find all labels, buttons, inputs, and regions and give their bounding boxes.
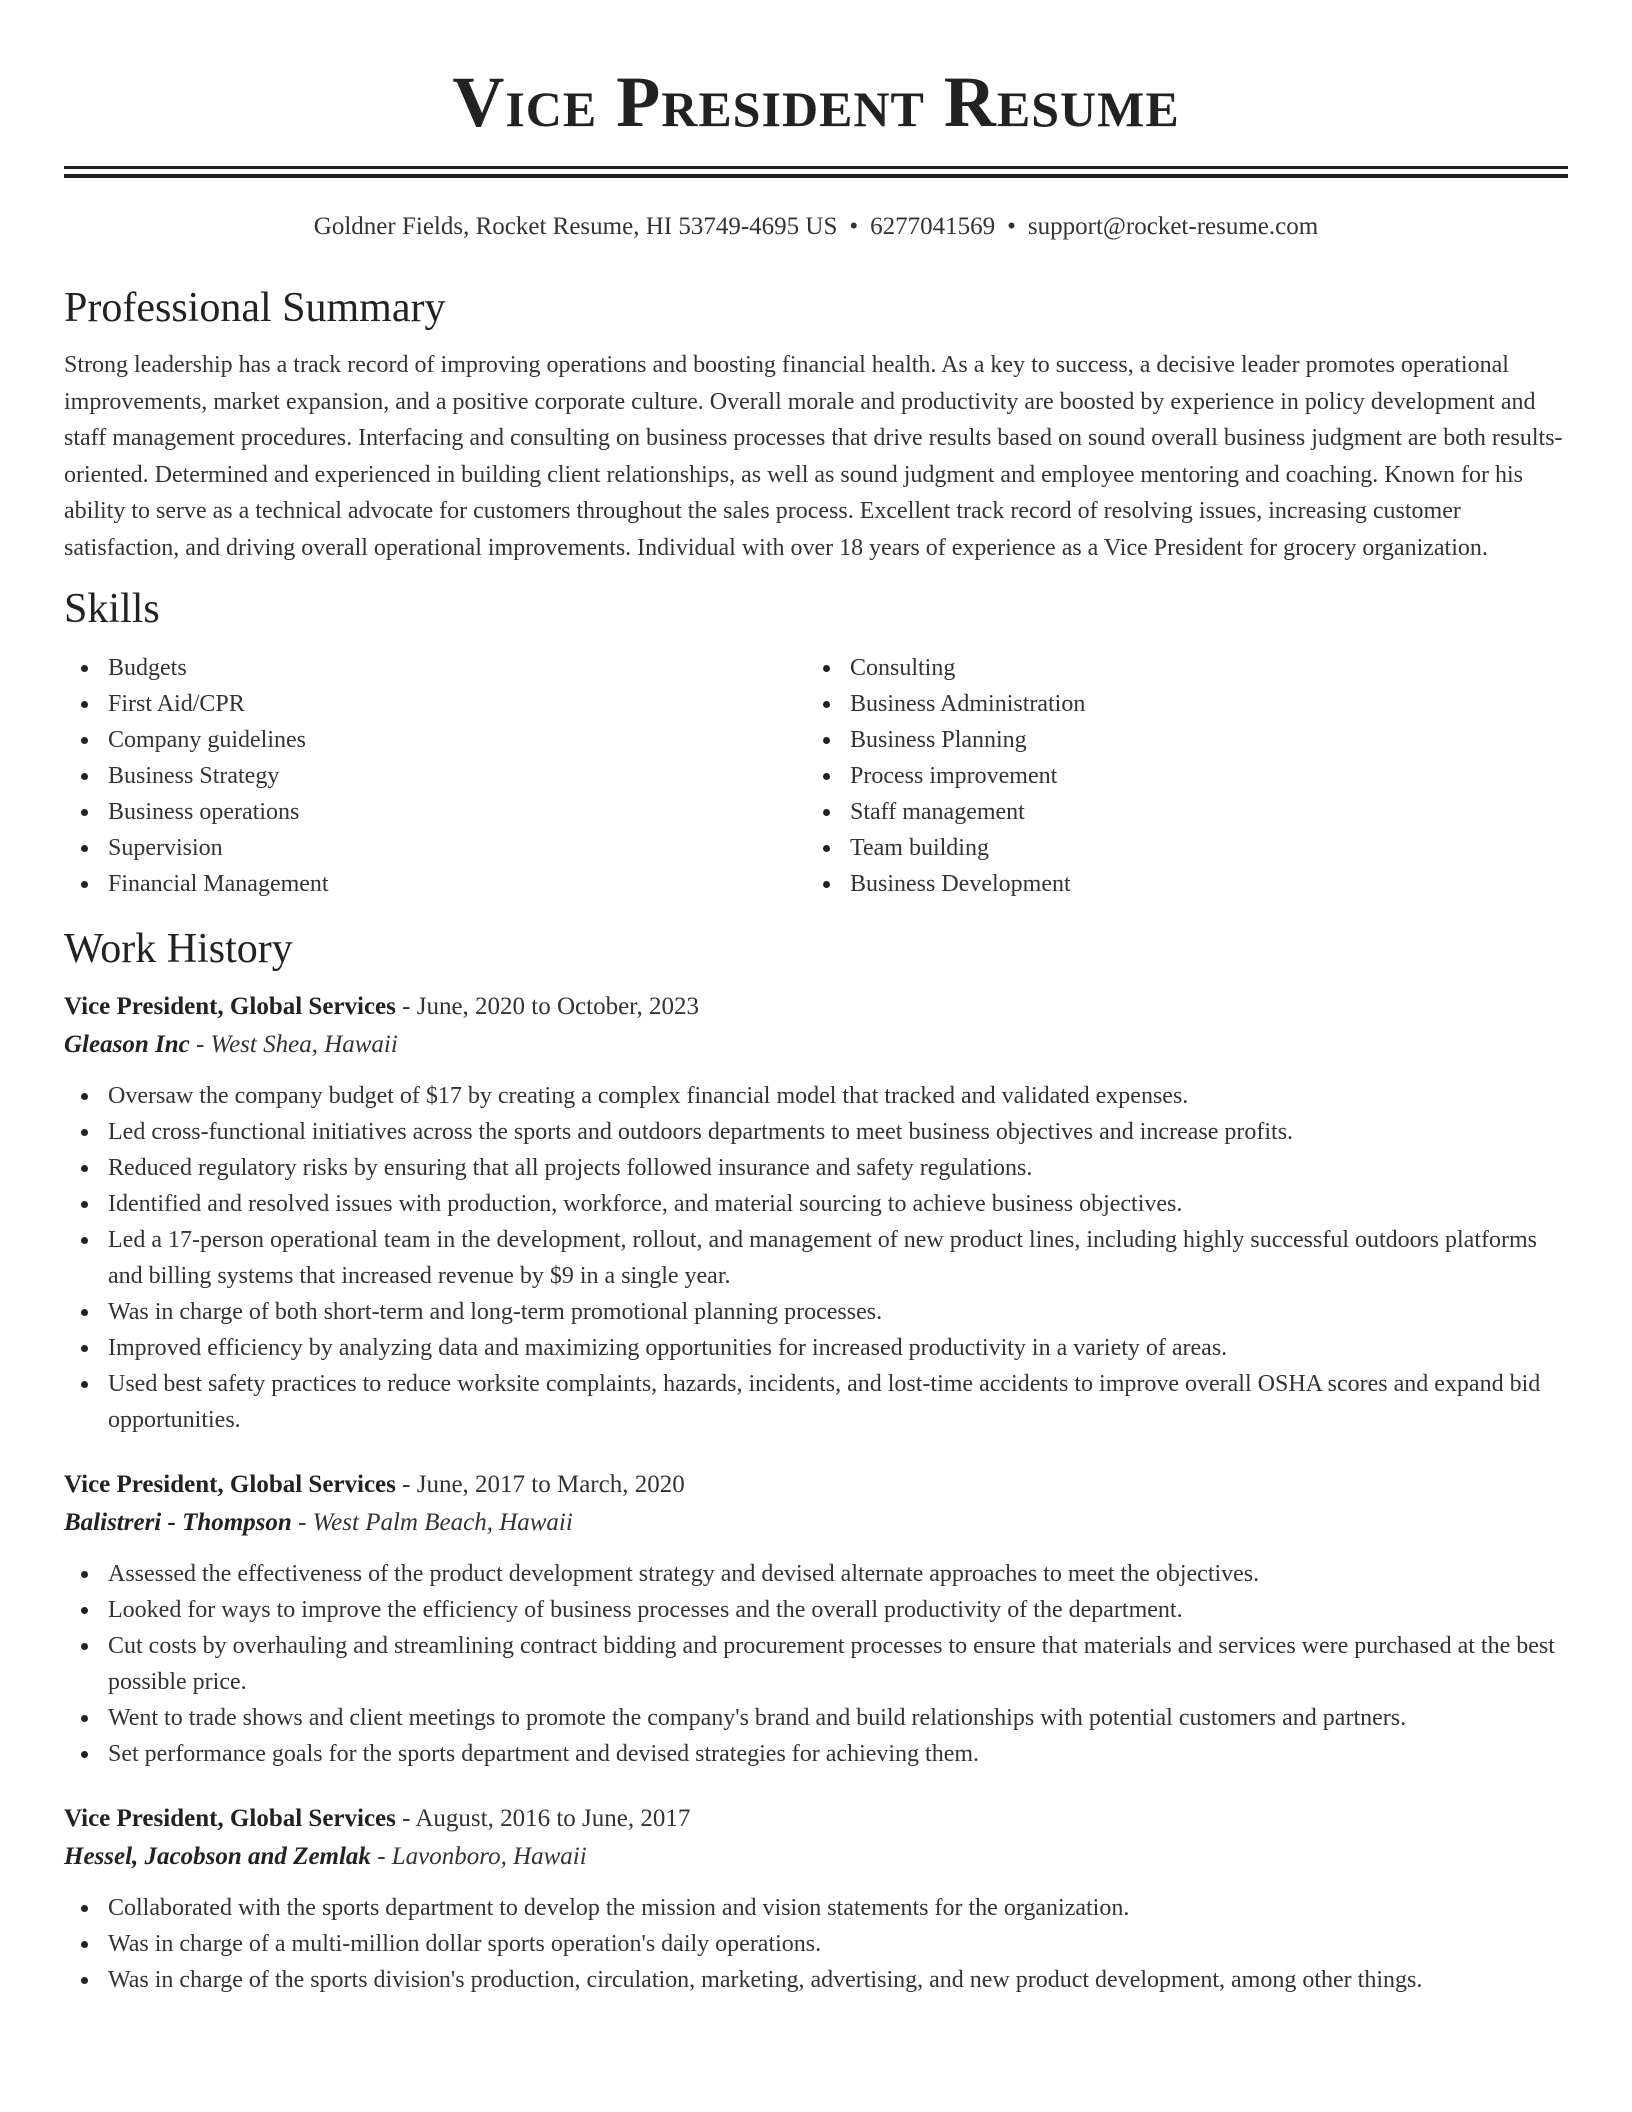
skill-item: Business operations [64, 794, 806, 830]
skill-item: Business Development [806, 866, 1548, 902]
duty-item: Was in charge of a multi-million dollar sports operation's daily operations. [64, 1926, 1568, 1962]
skills-column-left [64, 650, 806, 902]
duty-item: Was in charge of both short-term and long-term promotional planning processes. [64, 1294, 1568, 1330]
resume-page [64, 0, 1568, 1998]
contact-separator: • [849, 213, 859, 240]
skill-item: Business Strategy [64, 758, 806, 794]
contact-separator: • [1007, 213, 1016, 240]
skill-item: Team building [806, 830, 1548, 866]
duty-item: Went to trade shows and client meetings to promote the company's brand and build relationships with potential customers and partners. [64, 1700, 1568, 1736]
contact-email[interactable]: support@rocket-resume.com [1027, 213, 1319, 240]
duty-item: Reduced regulatory risks by ensuring that all projects followed insurance and safety regulations. [64, 1150, 1568, 1186]
job-entry [64, 1800, 1568, 1998]
duty-item: Oversaw the company budget of $17 by creating a complex financial model that tracked and validated expenses. [64, 1078, 1568, 1114]
job-dates: - June, 2017 to March, 2020 [395, 1471, 685, 1498]
summary-heading: Professional Summary [64, 285, 446, 331]
job-role: Vice President, Global Services [64, 1471, 396, 1498]
skill-item: Process improvement [806, 758, 1548, 794]
skill-item: Budgets [64, 650, 806, 686]
job-company-line [64, 1838, 1568, 1876]
duty-item: Set performance goals for the sports department and devised strategies for achieving them. [64, 1736, 1568, 1772]
duty-item: Collaborated with the sports department to develop the mission and vision statements for the organization. [64, 1890, 1568, 1926]
contact-line [64, 211, 1568, 243]
duty-item: Assessed the effectiveness of the product development strategy and devised alternate approaches to meet the objectives. [64, 1556, 1568, 1592]
job-dates: - June, 2020 to October, 2023 [395, 993, 700, 1020]
job-company-line [64, 1504, 1568, 1542]
skill-item: Supervision [64, 830, 806, 866]
duty-item: Identified and resolved issues with production, workforce, and material sourcing to achieve business objectives. [64, 1186, 1568, 1222]
job-title-line [64, 1466, 1568, 1504]
job-duties [64, 1556, 1568, 1772]
contact-phone: 6277041569 [870, 213, 996, 240]
skills-column-right [806, 650, 1548, 902]
job-location: - Lavonboro, Hawaii [370, 1843, 587, 1870]
skill-item: Financial Management [64, 866, 806, 902]
duty-item: Led a 17-person operational team in the development, rollout, and management of new product lines, including highly successful outdoors platforms and billing systems that increased revenue by $9 in a single year. [64, 1222, 1568, 1294]
duty-item: Cut costs by overhauling and streamlining contract bidding and procurement processes to ensure that materials and services were purchased at the best possible price. [64, 1628, 1568, 1700]
skill-item: Company guidelines [64, 722, 806, 758]
job-role: Vice President, Global Services [64, 993, 396, 1020]
skills-list [64, 650, 1568, 902]
job-duties [64, 1078, 1568, 1438]
contact-address: Goldner Fields, Rocket Resume, HI 53749-4695 US [313, 213, 838, 240]
skill-item: First Aid/CPR [64, 686, 806, 722]
duty-item: Used best safety practices to reduce worksite complaints, hazards, incidents, and lost-time accidents to improve overall OSHA scores and expand bid opportunities. [64, 1366, 1568, 1438]
skill-item: Staff management [806, 794, 1548, 830]
skill-item: Consulting [806, 650, 1548, 686]
job-title-line [64, 1800, 1568, 1838]
job-company: Hessel, Jacobson and Zemlak [64, 1843, 371, 1870]
skill-item: Business Planning [806, 722, 1548, 758]
duty-item: Led cross-functional initiatives across the sports and outdoors departments to meet business objectives and increase profits. [64, 1114, 1568, 1150]
skills-heading: Skills [64, 586, 160, 632]
skill-item: Business Administration [806, 686, 1548, 722]
job-duties [64, 1890, 1568, 1998]
duty-item: Improved efficiency by analyzing data and maximizing opportunities for increased productivity in a variety of areas. [64, 1330, 1568, 1366]
title-rule-bottom [64, 174, 1568, 178]
job-role: Vice President, Global Services [64, 1805, 396, 1832]
summary-text: Strong leadership has a track record of improving operations and boosting financial health. As a key to success, a decisive leader promotes operational improvements, market expansion, and a positive corporate culture. Overall morale and productivity are boosted by experience in policy development and staff management procedures. Interfacing and consulting on business processes that drive results based on sound overall business judgment are both results-oriented. Determined and experienced in building client relationships, as well as sound judgment and employee mentoring and coaching. Known for his ability to serve as a technical advocate for customers throughout the sales process. Excellent track record of resolving issues, increasing customer satisfaction, and driving overall operational improvements. Individual with over 18 years of experience as a Vice President for grocery organization. [64, 352, 1563, 561]
job-title-line [64, 988, 1568, 1026]
job-company-line [64, 1026, 1568, 1064]
job-location: - West Shea, Hawaii [189, 1031, 398, 1058]
job-company: Balistreri - Thompson [64, 1509, 292, 1536]
duty-item: Looked for ways to improve the efficiency of business processes and the overall productivity of the department. [64, 1592, 1568, 1628]
work-heading: Work History [64, 926, 293, 972]
job-dates: - August, 2016 to June, 2017 [395, 1805, 691, 1832]
job-entry [64, 988, 1568, 1438]
resume-title: Vice President Resume [452, 62, 1180, 142]
duty-item: Was in charge of the sports division's production, circulation, marketing, advertising, and new product development, among other things. [64, 1962, 1568, 1998]
job-company: Gleason Inc [64, 1031, 190, 1058]
job-location: - West Palm Beach, Hawaii [291, 1509, 573, 1536]
job-entry [64, 1466, 1568, 1772]
